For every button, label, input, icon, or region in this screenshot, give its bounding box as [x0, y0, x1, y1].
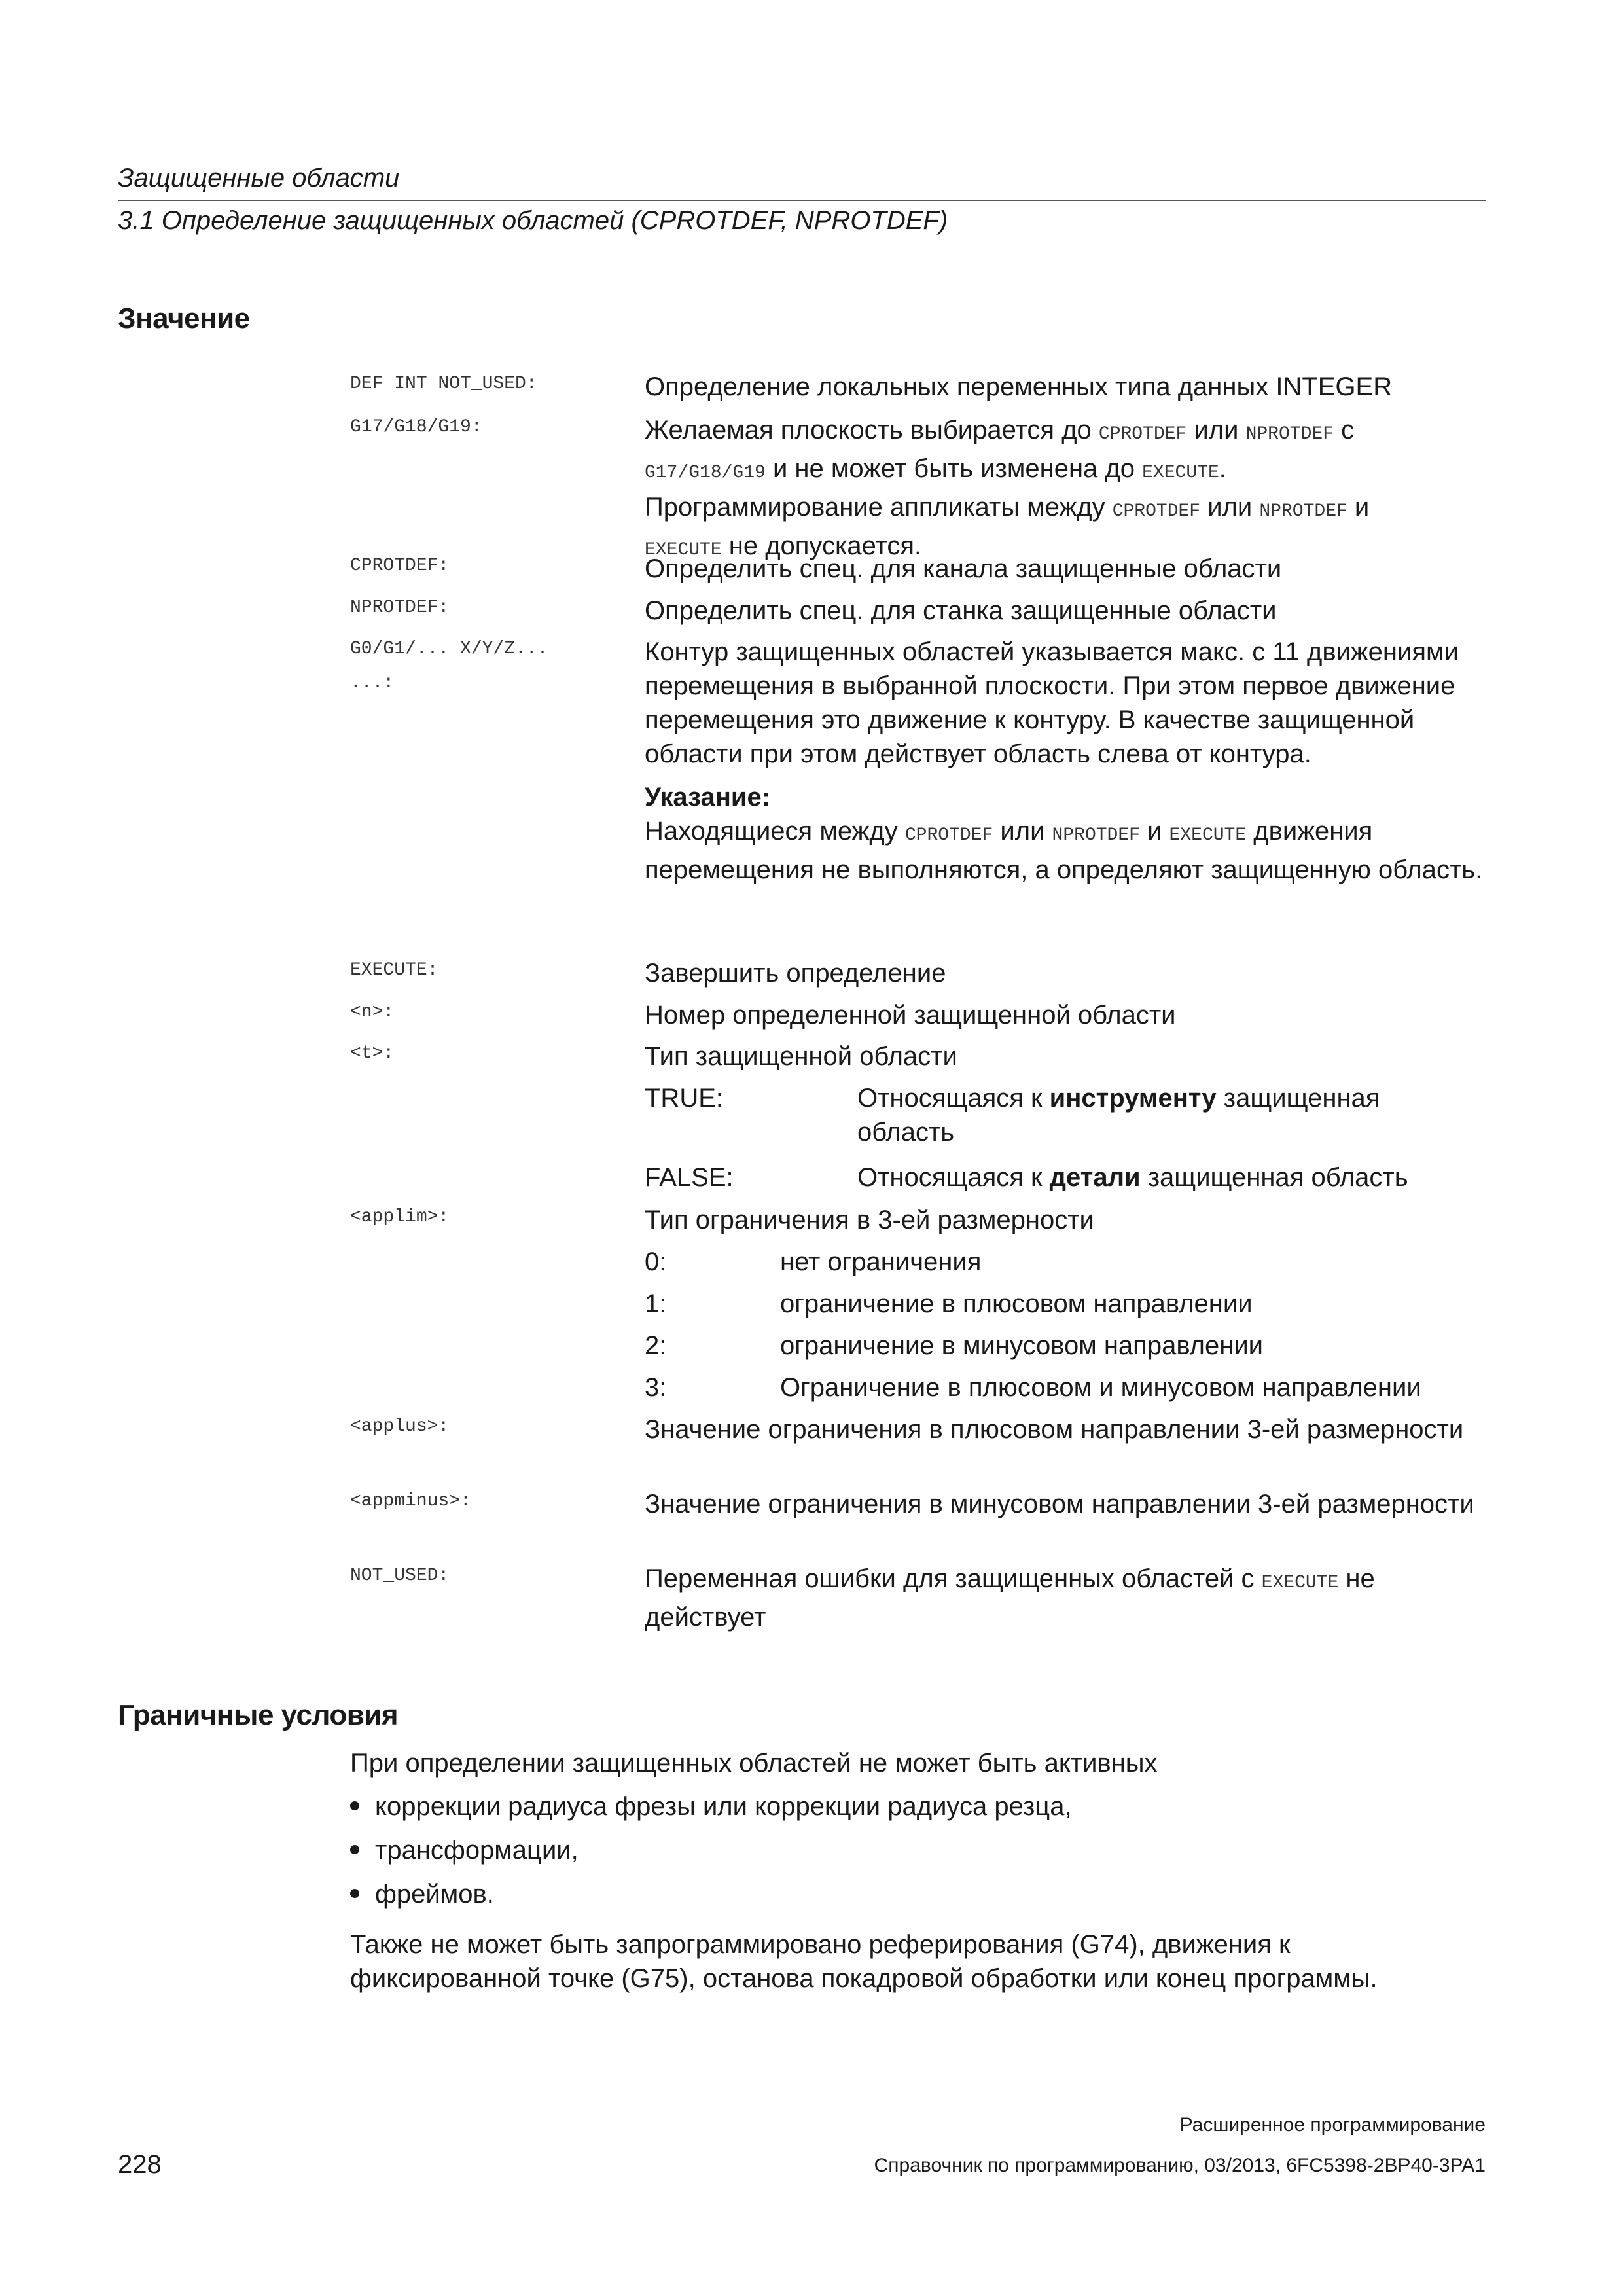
definition-desc: Значение ограничения в плюсовом направлении 3-ей размерности: [645, 1415, 1464, 1444]
definition-term: DEF INT NOT_USED:: [350, 374, 537, 394]
page-number: 228: [118, 2150, 162, 2179]
definition-term: NPROTDEF:: [350, 598, 450, 618]
footer-reference: Справочник по программированию, 03/2013, 6FC5398-2BP40-3PA1: [874, 2155, 1486, 2176]
definition-term: <n>:: [350, 1002, 395, 1022]
definition-term: EXECUTE:: [350, 960, 438, 980]
t-value-desc: Относящаяся к детали защищенная область: [857, 1163, 1408, 1192]
bullet-item: трансформации,: [350, 1833, 579, 1867]
t-value-key: TRUE:: [645, 1084, 723, 1113]
applim-value-desc: нет ограничения: [780, 1247, 982, 1276]
running-header-section: 3.1 Определение защищенных областей (CPROTDEF, NPROTDEF): [118, 206, 948, 235]
definition-term: G0/G1/... X/Y/Z...: [350, 639, 548, 659]
section-heading-boundary: Граничные условия: [118, 1699, 398, 1731]
definition-term: G17/G18/G19:: [350, 417, 482, 437]
note-block: [645, 780, 1489, 887]
bullet-dot-icon: [350, 1889, 359, 1898]
footer-book-title: Расширенное программирование: [1179, 2114, 1486, 2136]
applim-value-key: 2:: [645, 1331, 667, 1360]
definition-term: <applus>:: [350, 1416, 450, 1437]
t-value-desc: Относящаяся к инструменту защищенная область: [857, 1084, 1380, 1147]
bullet-item: фреймов.: [350, 1877, 494, 1911]
bullet-dot-icon: [350, 1845, 359, 1854]
note-title: Указание:: [645, 783, 771, 812]
definition-term: CPROTDEF:: [350, 556, 450, 576]
definition-term: <t>:: [350, 1043, 395, 1064]
definition-term-continued: ...:: [350, 673, 395, 693]
boundary-outro: Также не может быть запрограммировано реферирования (G74), движения к фиксированной точке (G75), останова покадровой обработки или конец программы.: [350, 1930, 1378, 1993]
definition-term: NOT_USED:: [350, 1566, 450, 1586]
applim-value-desc: ограничение в плюсовом направлении: [780, 1289, 1253, 1318]
applim-value-desc: Ограничение в плюсовом и минусовом направлении: [780, 1373, 1421, 1402]
t-value-key: FALSE:: [645, 1163, 734, 1192]
running-header-chapter: Защищенные области: [118, 164, 400, 192]
definition-desc: Переменная ошибки для защищенных областей с EXECUTE не действует: [645, 1564, 1375, 1632]
definition-desc: Определить спец. для станка защищенные области: [645, 596, 1277, 625]
definition-desc: Номер определенной защищенной области: [645, 1001, 1176, 1030]
definition-term: <appminus>:: [350, 1491, 471, 1511]
applim-value-desc: ограничение в минусовом направлении: [780, 1331, 1264, 1360]
definition-desc: Значение ограничения в минусовом направлении 3-ей размерности: [645, 1490, 1474, 1518]
definition-desc: Тип защищенной области: [645, 1042, 957, 1071]
bullet-item: коррекции радиуса фрезы или коррекции радиуса резца,: [350, 1789, 1072, 1823]
header-rule: [118, 200, 1486, 201]
definition-term: <applim>:: [350, 1207, 450, 1227]
definition-desc: Тип ограничения в 3-ей размерности: [645, 1206, 1094, 1234]
applim-value-key: 0:: [645, 1247, 667, 1276]
definition-desc: Желаемая плоскость выбирается до CPROTDEF или NPROTDEF с G17/G18/G19 и не может быть изменена до EXECUTE. Программирование аппликаты между CPROTDEF или NPROTDEF и EXECUTE не допускается.: [645, 416, 1370, 560]
bullet-dot-icon: [350, 1801, 359, 1810]
section-heading-meaning: Значение: [118, 302, 250, 334]
definition-desc: Определить спец. для канала защищенные области: [645, 554, 1282, 583]
applim-value-key: 1:: [645, 1289, 667, 1318]
definition-desc: Завершить определение: [645, 959, 946, 988]
definition-desc: Контур защищенных областей указывается макс. с 11 движениями перемещения в выбранной плоскости. При этом первое движение перемещения это движение к контуру. В качестве защищенной области при этом действует область слева от контура. Указание: Находящиеся между CPROTDEF или NPROTDEF и EXECUTE движения перемещения не выполняются, а определяют защищенную область.: [645, 635, 1489, 887]
definition-desc: Определение локальных переменных типа данных INTEGER: [645, 372, 1393, 401]
applim-value-key: 3:: [645, 1373, 667, 1402]
note-text: Находящиеся между CPROTDEF или NPROTDEF и EXECUTE движения перемещения не выполняются, а определяют защищенную область.: [645, 817, 1483, 884]
boundary-intro: При определении защищенных областей не может быть активных: [350, 1749, 1158, 1778]
